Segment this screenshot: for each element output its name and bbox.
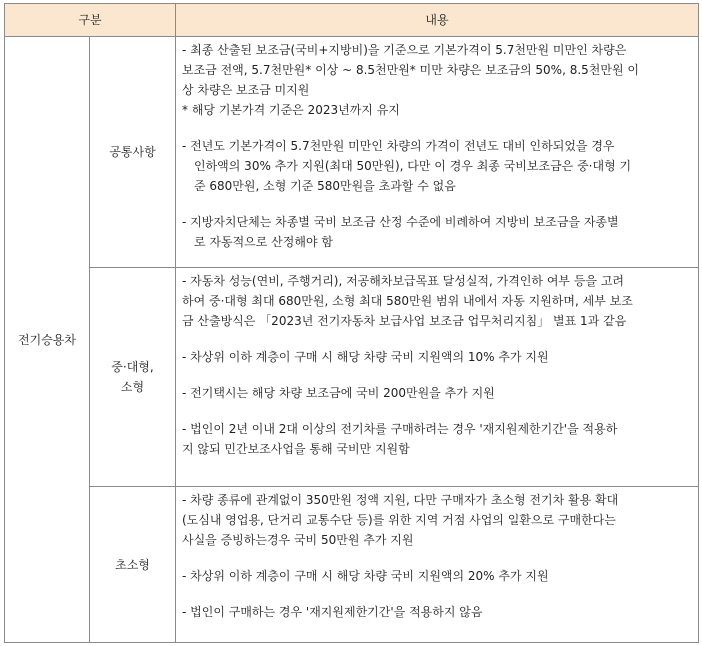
row-content-micro <box>176 487 699 643</box>
bullet-paragraph <box>182 602 694 622</box>
row-content-mid-large-small <box>176 268 699 487</box>
vehicle-category-cell: 전기승용차 <box>5 37 90 643</box>
table-row <box>5 487 699 643</box>
bullet-paragraph <box>182 490 694 550</box>
paragraph-line: - 법인이 구매하는 경우 '재지원제한기간'을 적용하지 않음 <box>182 605 483 619</box>
paragraph-gap <box>182 120 694 136</box>
header-row <box>5 4 699 37</box>
paragraph-gap <box>182 403 694 419</box>
paragraph-gap <box>182 586 694 602</box>
header-content: 내용 <box>176 4 699 37</box>
row-content-common <box>176 37 699 268</box>
row-label-line: 소형 <box>120 380 145 394</box>
paragraph-line: - 전기택시는 해당 차량 보조금에 국비 200만원을 추가 지원 <box>182 386 495 400</box>
bullet-paragraph <box>182 271 694 331</box>
bullet-paragraph <box>182 566 694 586</box>
paragraph-line: (도심내 영업용, 단거리 교통수단 등)를 위한 지역 거점 사업의 일환으로 구매한다는 <box>182 513 616 527</box>
paragraph-line: 로 자동적으로 산정해야 함 <box>194 235 333 249</box>
paragraph-line: - 법인이 2년 이내 2대 이상의 전기차를 구매하려는 경우 '재지원제한기간'을 적용하 <box>182 422 618 436</box>
paragraph-line: 금 산출방식은 「2023년 전기자동차 보급사업 보조금 업무처리지침」 별표 1과 같음 <box>182 314 627 328</box>
paragraph-line: - 차량 종류에 관계없이 350만원 정액 지원, 다만 구매자가 초소형 전기차 활용 확대 <box>182 493 619 507</box>
row-label-common <box>90 37 176 268</box>
paragraph-gap <box>182 550 694 566</box>
paragraph-gap <box>182 196 694 212</box>
bullet-paragraph <box>182 383 694 403</box>
paragraph-line: 준 680만원, 소형 기준 580만원을 초과할 수 없음 <box>194 179 456 193</box>
paragraph-line: 지 않되 민간보조사업을 통해 국비만 지원함 <box>182 442 410 456</box>
paragraph-line: - 전년도 기본가격이 5.7천만원 미만인 차량의 가격이 전년도 대비 인하되었을 경우 <box>182 139 615 153</box>
paragraph-line: 사실을 증빙하는경우 국비 50만원 추가 지원 <box>182 533 414 547</box>
paragraph-line: - 지방자치단체는 차종별 국비 보조금 산정 수준에 비례하여 지방비 보조금을 자종별 <box>182 215 619 229</box>
paragraph-gap <box>182 367 694 383</box>
paragraph-line: 보조금 전액, 5.7천만원* 이상 ~ 8.5천만원* 미만 차량은 보조금의 50%, 8.5천만원 이 <box>182 63 639 77</box>
bullet-paragraph <box>182 136 694 196</box>
row-label-line: 중·대형, <box>111 360 154 374</box>
bullet-paragraph <box>182 347 694 367</box>
bullet-paragraph <box>182 212 694 252</box>
row-label-line: 초소형 <box>115 557 150 572</box>
paragraph-line: - 차상위 이하 계층이 구매 시 해당 차량 국비 지원액의 20% 추가 지원 <box>182 569 549 583</box>
row-label-line: 공통사항 <box>109 145 156 159</box>
bullet-paragraph <box>182 419 694 459</box>
table-row <box>5 268 699 487</box>
subsidy-table <box>4 3 699 643</box>
row-label-micro <box>90 487 176 643</box>
paragraph-line: * 해당 기본가격 기준은 2023년까지 유지 <box>182 103 400 117</box>
bullet-paragraph <box>182 40 694 120</box>
header-category: 구분 <box>5 4 176 37</box>
paragraph-line: 하여 중·대형 최대 680만원, 소형 최대 580만원 범위 내에서 자동 지원하며, 세부 보조 <box>182 294 633 308</box>
paragraph-line: - 차상위 이하 계층이 구매 시 해당 차량 국비 지원액의 10% 추가 지원 <box>182 350 549 364</box>
paragraph-line: 상 차량은 보조금 미지원 <box>182 83 310 97</box>
paragraph-line: - 최종 산출된 보조금(국비+지방비)을 기준으로 기본가격이 5.7천만원 미만인 차량은 <box>182 43 627 57</box>
table-row <box>5 37 699 268</box>
paragraph-line: - 자동차 성능(연비, 주행거리), 저공해차보급목표 달성실적, 가격인하 여부 등을 고려 <box>182 274 625 288</box>
row-label-mid-large-small <box>90 268 176 487</box>
paragraph-gap <box>182 331 694 347</box>
paragraph-line: 인하액의 30% 추가 지원(최대 50만원), 다만 이 경우 최종 국비보조금은 중·대형 기 <box>194 159 632 173</box>
